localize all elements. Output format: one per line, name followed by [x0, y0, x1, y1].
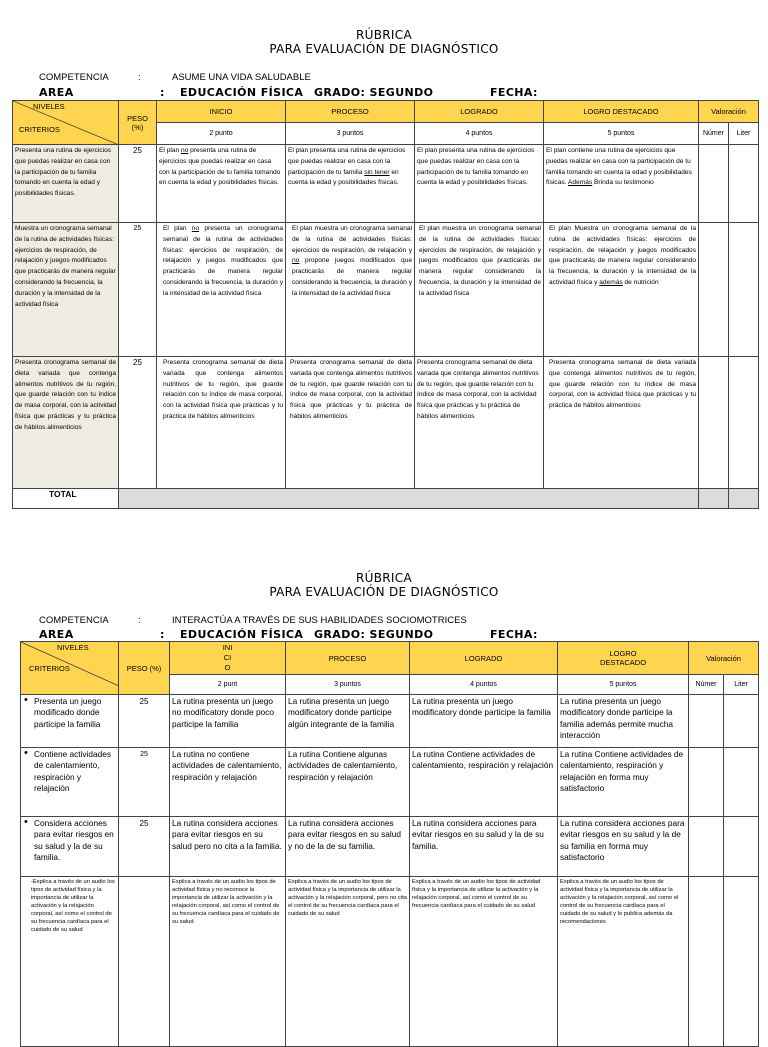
logrado-cell: Presenta cronograma semanal de dieta variada que contenga alimentos nutritivos de tu región, que guarde relación con tu índice de masa corporal, con la actividad física que prácticas y tu práctica de hábitos alimenticios: [415, 357, 544, 489]
destacado-cell: La rutina Contiene actividades de calentamiento, respiración y relajación en forma muy satisfactorio: [558, 748, 689, 817]
table-row: [21, 748, 759, 817]
literal-score-cell[interactable]: [724, 748, 759, 817]
literal-score-cell[interactable]: [729, 223, 759, 357]
rubric2-area-value: EDUCACIÓN FÍSICA: [180, 628, 304, 641]
total-bar: [119, 489, 699, 509]
proceso-cell: La rutina presenta un juego modificatory donde participe algún integrante de la familia: [286, 695, 410, 748]
logrado-points: 4 puntos: [410, 675, 558, 695]
logrado-cell: Explica a través de un audio los tipos de actividad física y la importancia de utilizar la activación y la relajación corporal, así como el control de su frecuencia cardíaca para el cuidado de su salud: [410, 877, 558, 1047]
total-numeric-cell[interactable]: [699, 489, 729, 509]
rubric1-fecha: FECHA:: [490, 86, 538, 99]
destacado-cell: Explica a través de un audio los tipos de actividad física y la importancia de utilizar la activación y la relajación corporal, así como el control de su frecuencia cardíaca para el cuidado de su salud y lo publica además da recomendaciones: [558, 877, 689, 1047]
inicio-points: 2 punto: [157, 123, 286, 145]
weight-cell: 25: [119, 695, 170, 748]
weight-cell: 25: [119, 357, 157, 489]
total-label: TOTAL: [13, 489, 119, 509]
criterion-cell: Muestra un cronograma semanal de la rutina de actividades físicas: ejercicios de respiración, de relajación y juegos modificados que practicarás de manera regular considerando la frecuencia, la duración y la intensidad de la actividad física: [13, 223, 119, 357]
numeric-score-cell[interactable]: [699, 223, 729, 357]
inicio-cell: Presenta cronograma semanal de dieta variada que contenga alimentos nutritivos de tu región, que guarde relación con tu índice de masa corporal, con la actividad física que prácticas y tu práctica de hábitos alimenticios: [157, 357, 286, 489]
destacado-cell: El plan Muestra un cronograma semanal de la rutina de actividades físicas: ejercicios de respiración, de relajación y juegos modificados que practicarás de manera regular considerando la frecuencia, la duración y la intensidad de la actividad física y además de nutrición: [544, 223, 699, 357]
logrado-cell: El plan presenta una rutina de ejercicios que puedas realizar en casa con la participación de tu familia tomando en cuenta la edad y posibilidades físicas.: [415, 145, 544, 223]
logrado-cell: La rutina Contiene actividades de calentamiento, respiración y relajación: [410, 748, 558, 817]
rubric1-area-colon: :: [160, 86, 165, 99]
numeric-score-cell[interactable]: [689, 877, 724, 1047]
proceso-cell: El plan muestra un cronograma semanal de la rutina de actividades físicas: ejercicios de respiración, de relajación y no propone juegos modificados que practicarás de manera regular considerando la frecuencia, la duración y la intensidad de la actividad física: [286, 223, 415, 357]
literal-score-cell[interactable]: [724, 695, 759, 748]
inicio-cell: El plan no presenta un cronograma semanal de la rutina de actividades físicas: ejercicios de respiración, de relajación y juegos modificados que practicarás de manera regular considerando la frecuencia, la duración y la intensidad de la actividad física: [157, 223, 286, 357]
rubric1-competencia-value: ASUME UNA VIDA SALUDABLE: [172, 72, 311, 83]
literal-score-cell[interactable]: [729, 357, 759, 489]
numeric-score-cell[interactable]: [699, 357, 729, 489]
rubric2-area-label: AREA: [39, 628, 74, 641]
rubric1-subtitle: PARA EVALUACIÓN DE DIAGNÓSTICO: [269, 42, 499, 56]
weight-cell: 25: [119, 223, 157, 357]
destacado-header: LOGRO DESTACADO: [544, 101, 699, 123]
destacado-cell: La rutina presenta un juego modificatory donde participe la familia además permite mucha interacción: [558, 695, 689, 748]
inicio-cell: El plan no presenta una rutina de ejercicios que puedas realizar en casa con la participación de tu familia tomando en cuenta la edad y posibilidades físicas.: [157, 145, 286, 223]
table-row: [13, 145, 759, 223]
peso-header: PESO (%): [119, 642, 170, 695]
proceso-points: 3 puntos: [286, 123, 415, 145]
logrado-cell: El plan muestra un cronograma semanal de la rutina de actividades físicas: ejercicios de respiración, de relajación y juegos modificados que practicarás de manera regular considerando la frecuencia, la duración y la intensidad de la actividad física: [415, 223, 544, 357]
numeric-header: Númer: [699, 123, 729, 145]
rubric1-title: RÚBRICA: [356, 28, 412, 42]
destacado-header: LOGRO DESTACADO: [558, 642, 689, 675]
inicio-header: INICI O: [170, 642, 286, 675]
weight-cell: 25: [119, 145, 157, 223]
inicio-cell: La rutina considera acciones para evitar riesgos en su salud pero no cita a la familia.: [170, 817, 286, 877]
valoracion-header: Valoración: [689, 642, 759, 675]
proceso-cell: Explica a través de un audio los tipos de actividad física y la importancia de utilizar la activación y la relajación corporal, pero no cita el control de su frecuencia cardíaca para el cuidado de su salud: [286, 877, 410, 1047]
weight-cell: 25: [119, 748, 170, 817]
weight-cell: 25: [119, 817, 170, 877]
inicio-cell: Explica a través de un audio los tipos de actividad física y no reconoce la importancia de utilizar la activación y la relajación corporal, así como el control de su frecuencia cardíaca para el cuidado de su salud: [170, 877, 286, 1047]
numeric-score-cell[interactable]: [689, 748, 724, 817]
criterion-cell: Presenta cronograma semanal de dieta variada que contenga alimentos nutritivos de tu región, que guarde relación con tu índice de masa corporal, con la actividad física que prácticas y tu práctica de hábitos alimenticios: [13, 357, 119, 489]
destacado-points: 5 puntos: [558, 675, 689, 695]
inicio-cell: La rutina no contiene actividades de calentamiento, respiración y relajación: [170, 748, 286, 817]
literal-score-cell[interactable]: [724, 817, 759, 877]
table-row: [13, 223, 759, 357]
rubric1-table: [12, 100, 759, 509]
criterion-cell: -Explica a través de un audio los tipos de actividad física y la importancia de utilizar la activación y la relajación corporal, así como el control de su frecuencia cardíaca para el cuidado de su salud: [21, 877, 119, 1047]
destacado-cell: El plan contiene una rutina de ejercicios que puedas realizar en casa con la participación de tu familia tomando en cuenta la edad y posibilidades físicas. Además Brinda su testimonio: [544, 145, 699, 223]
table-row: [21, 817, 759, 877]
table-row: [13, 357, 759, 489]
rubric2-area-colon: :: [160, 628, 165, 641]
logrado-points: 4 puntos: [415, 123, 544, 145]
criterion-cell: Presenta una rutina de ejercicios que puedas realizar en casa con la participación de tu familia tomando en cuenta la edad y posibilidades físicas.: [13, 145, 119, 223]
rubric1-competencia-label: COMPETENCIA: [39, 72, 109, 83]
proceso-cell: Presenta cronograma semanal de dieta variada que contenga alimentos nutritivos de tu región, que guarde relación con tu índice de masa corporal, con la actividad física que prácticas y tu práctica de hábitos alimenticios: [286, 357, 415, 489]
rubric2-competencia-colon: :: [138, 615, 141, 626]
literal-score-cell[interactable]: [729, 145, 759, 223]
total-literal-cell[interactable]: [729, 489, 759, 509]
numeric-header: Númer: [689, 675, 724, 695]
proceso-cell: El plan presenta una rutina de ejercicios que puedas realizar en casa con la participación de tu familia sin tener en cuenta la edad y posibilidades físicas.: [286, 145, 415, 223]
literal-header: Liter: [724, 675, 759, 695]
rubric2-grado: GRADO: SEGUNDO: [314, 628, 434, 641]
literal-header: Liter: [729, 123, 759, 145]
rubric2-subtitle: PARA EVALUACIÓN DE DIAGNÓSTICO: [269, 585, 499, 599]
inicio-header: INICIO: [157, 101, 286, 123]
criterios-label: CRITERIOS: [19, 125, 60, 134]
peso-header: PESO (%): [119, 101, 157, 145]
proceso-header: PROCESO: [286, 642, 410, 675]
literal-score-cell[interactable]: [724, 877, 759, 1047]
proceso-cell: La rutina Contiene algunas actividades de calentamiento, respiración y relajación: [286, 748, 410, 817]
inicio-cell: La rutina presenta un juego no modificatory donde poco participe la familia: [170, 695, 286, 748]
rubric2-competencia-label: COMPETENCIA: [39, 615, 109, 626]
criterion-cell: • Considera acciones para evitar riesgos en su salud y la de su familia.: [21, 817, 119, 877]
diagonal-divider: [13, 101, 119, 145]
proceso-points: 3 puntos: [286, 675, 410, 695]
rubric1-area-value: EDUCACIÓN FÍSICA: [180, 86, 304, 99]
logrado-cell: La rutina considera acciones para evitar riesgos en su salud y la de su familia.: [410, 817, 558, 877]
criterios-label: CRITERIOS: [29, 664, 70, 673]
niveles-label: NIVELES: [57, 643, 89, 652]
numeric-score-cell[interactable]: [689, 817, 724, 877]
numeric-score-cell[interactable]: [689, 695, 724, 748]
rubric1-grado: GRADO: SEGUNDO: [314, 86, 434, 99]
rubric2-fecha: FECHA:: [490, 628, 538, 641]
logrado-cell: La rutina presenta un juego modificatory donde participe la familia: [410, 695, 558, 748]
logrado-header: LOGRADO: [410, 642, 558, 675]
weight-cell: [119, 877, 170, 1047]
proceso-cell: La rutina considera acciones para evitar riesgos en su salud y no de la de su familia.: [286, 817, 410, 877]
logrado-header: LOGRADO: [415, 101, 544, 123]
rubric2-table: [20, 641, 759, 1047]
table-row: [21, 695, 759, 748]
rubric2-competencia-value: INTERACTÚA A TRAVÉS DE SUS HABILIDADES SOCIOMOTRICES: [172, 615, 467, 626]
proceso-header: PROCESO: [286, 101, 415, 123]
criterion-cell: • Contiene actividades de calentamiento, respiración y relajación: [21, 748, 119, 817]
niveles-criterios-header: [21, 642, 119, 695]
table-row: [21, 877, 759, 1047]
destacado-points: 5 puntos: [544, 123, 699, 145]
numeric-score-cell[interactable]: [699, 145, 729, 223]
destacado-cell: Presenta cronograma semanal de dieta variada que contenga alimentos nutritivos de tu región, que guarde relación con tu índice de masa corporal, con la actividad física que prácticas y tu práctica de hábitos alimenticios: [544, 357, 699, 489]
niveles-criterios-header: [13, 101, 119, 145]
niveles-label: NIVELES: [33, 102, 65, 111]
inicio-points: 2 punt: [170, 675, 286, 695]
criterion-cell: • Presenta un juego modificado donde participe la familia: [21, 695, 119, 748]
rubric1-area-label: AREA: [39, 86, 74, 99]
rubric1-competencia-colon: :: [138, 72, 141, 83]
destacado-cell: La rutina considera acciones para evitar riesgos en su salud y la de su familia en forma muy satisfactorio: [558, 817, 689, 877]
rubric2-title: RÚBRICA: [356, 571, 412, 585]
valoracion-header: Valoración: [699, 101, 759, 123]
total-row: [13, 489, 759, 509]
